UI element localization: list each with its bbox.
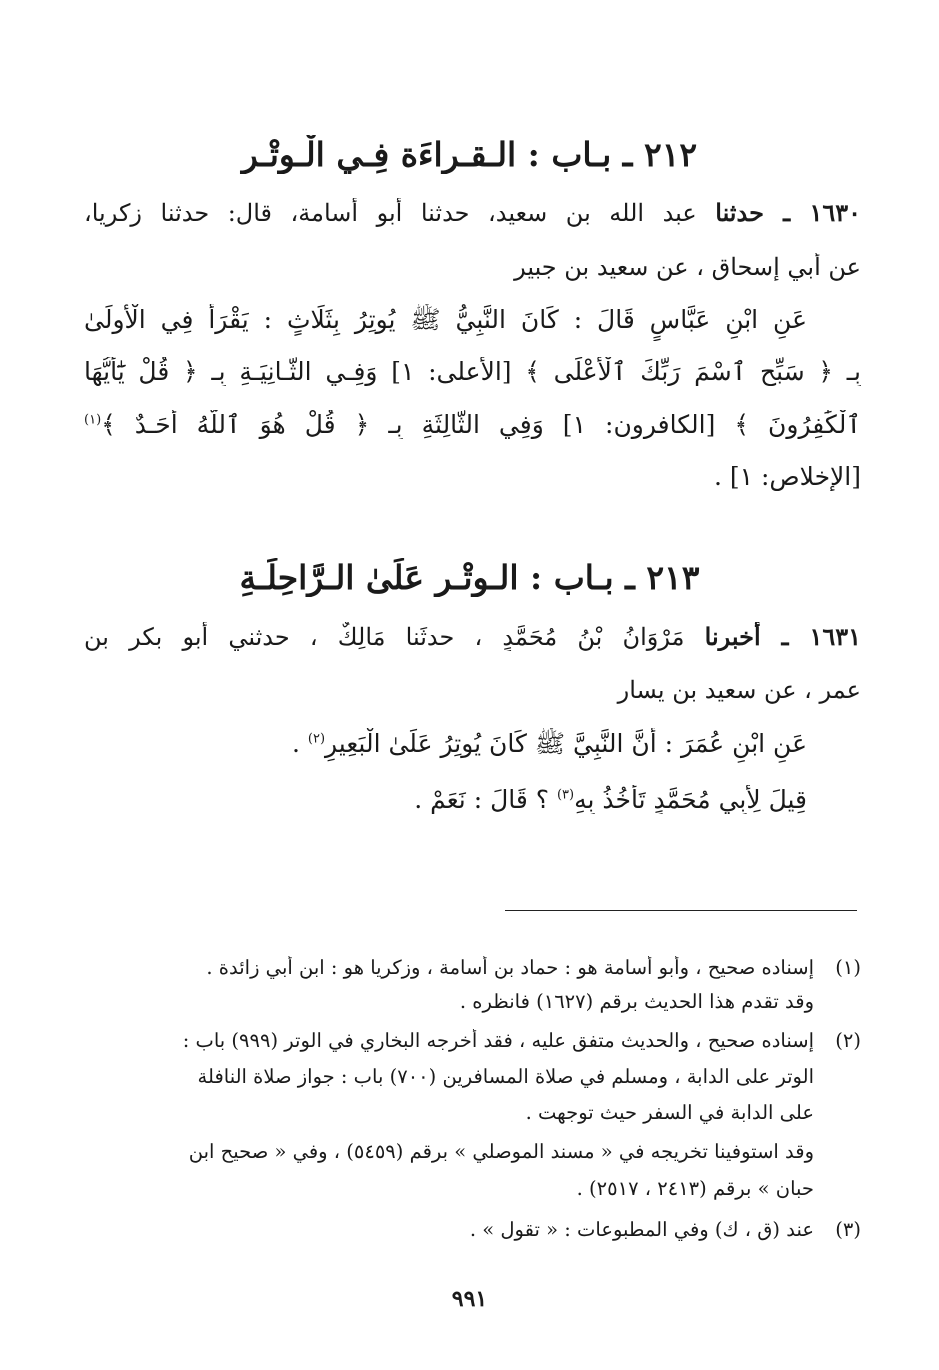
footnote-3-line-1: عند (ق ، ك) وفي المطبوعات : « تقول » . [469, 1218, 814, 1241]
hadith-1631-matn-2-text: قِيلَ لِأَبِي مُحَمَّدٍ تَأْخُذُ بِهِ [574, 785, 807, 814]
footnote-2-number: (٢) [835, 1029, 861, 1052]
hadith-1631-matn-1-end: . [291, 729, 308, 758]
hadith-1631-line-1 [84, 622, 861, 651]
footnote-2-line-3: على الدابة في السفر حيث توجهت . [525, 1101, 814, 1124]
page-number: ٩٩١ [451, 1286, 488, 1312]
hadith-1631-matn-1 [84, 728, 807, 765]
footnote-3-number: (٣) [835, 1218, 861, 1241]
footnote-1-number: (١) [835, 956, 861, 979]
hadith-1630-line-1 [84, 198, 861, 227]
hadith-1631-matn-1-text: عَنِ ابْنِ عُمَرَ : أَنَّ النَّبِيَّ ﷺ كَانَ يُوتِرُ عَلَىٰ الْبَعِيرِ [325, 729, 807, 758]
hadith-1630-isnad-2: عن أبي إسحاق ، عن سعيد بن جبير [514, 253, 861, 281]
footnote-2-line-4: وقد استوفينا تخريجه في « مسند الموصلي » برقم (٥٤٥٩) ، وفي « صحيح ابن [188, 1140, 814, 1163]
hadith-1630-matn-2: بِـ ﴿ سَبِّحِ ٱسْمَ رَبِّكَ ٱلْأَعْلَى ﴾ [الأعلى: ١] وَفِـي الثَّـانِيَـةِ بِـ ﴿ قُلْ يَٰٓأَيُّهَا [84, 357, 861, 386]
footnote-2-line-5: حبان » برقم (٢٤١٣ ، ٢٥١٧) . [576, 1177, 814, 1200]
footnote-2-line-2: الوتر على الدابة ، ومسلم في صلاة المسافرين (٧٠٠) باب : جواز صلاة النافلة [197, 1065, 814, 1088]
hadith-1630-matn-3 [84, 410, 861, 439]
hadith-1631-isnad-1: مَرْوَانُ بْنُ مُحَمَّدٍ ، حدثَنا مَالِكٌ ، حدثني أبو بكر بن [84, 623, 685, 651]
hadith-1630-matn-1: عَنِ ابْنِ عَبَّاسٍ قَالَ : كَانَ النَّبِيُّ ﷺ يُوتِرُ بِثَلَاثٍ : يَقْرَأُ فِي الْأُولَىٰ [84, 305, 807, 334]
footnote-1-line-2: وقد تقدم هذا الحديث برقم (١٦٢٧) فانظره . [459, 990, 814, 1013]
hadith-1631-isnad-2: عمر ، عن سعيد بن يسار [617, 676, 861, 704]
hadith-1631-matn-2-end: ؟ قَالَ : نَعَمْ . [414, 785, 557, 814]
footnote-ref-3[interactable]: (٣) [556, 787, 575, 803]
hadith-1630-matn-4: [الإخلاص: ١] . [713, 462, 861, 491]
hadith-1631-number: ١٦٣١ ـ أخبرنا [704, 622, 861, 651]
footnote-1-line-1: إسناده صحيح ، وأبو أسامة هو : حماد بن أسامة ، وزكريا هو : ابن أبي زائدة . [206, 956, 814, 979]
hadith-1631-matn-2 [84, 785, 807, 814]
footnote-separator [505, 910, 857, 911]
hadith-1630-isnad-1: عبد الله بن سعيد، حدثنا أبو أسامة، قال: حدثنا زكريا، [84, 199, 697, 227]
footnote-ref-2[interactable]: (٢) [307, 731, 326, 747]
chapter-212-title: ٢١٢ ـ بـاب : الـقـراءَة فِـي الْـوِتْـرِ [241, 135, 698, 174]
hadith-1630-matn-3-text: ٱلْكَٰفِرُونَ ﴾ [الكافرون: ١] وَفِي الثَّالِثَةِ بِـ ﴿ قُلْ هُوَ ٱللَّهُ أَحَـدٌ ﴾ [101, 410, 861, 439]
chapter-213-title: ٢١٣ ـ بـاب : الـوِتْـرِ عَلَىٰ الـرَّاحِلَـةِ [239, 558, 700, 597]
hadith-1630-number: ١٦٣٠ ـ حدثنا [715, 198, 861, 227]
footnote-2-line-1: إسناده صحيح ، والحديث متفق عليه ، فقد أخرجه البخاري في الوتر (٩٩٩) باب : [182, 1029, 814, 1052]
footnote-ref-1[interactable]: (١) [84, 412, 102, 428]
